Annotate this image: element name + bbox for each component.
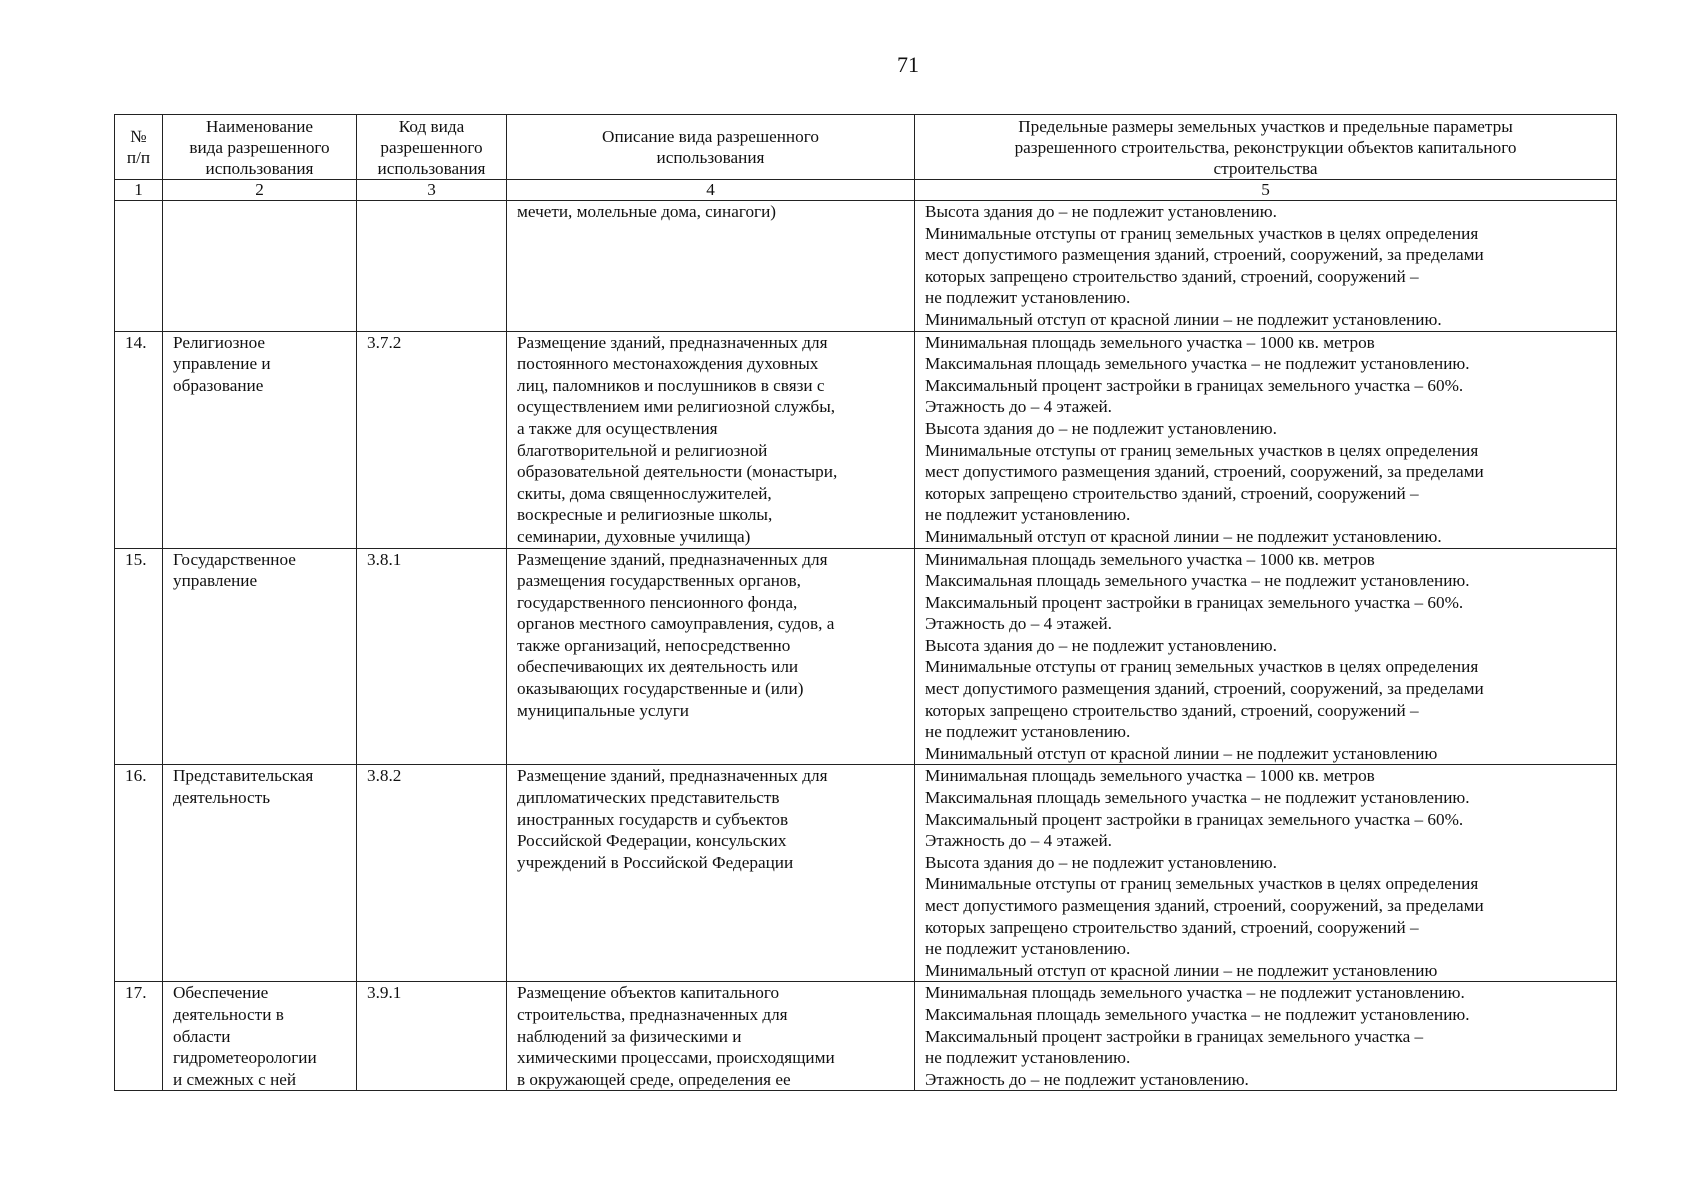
column-number-row	[115, 180, 1617, 201]
text-line: деятельность	[173, 788, 271, 808]
use-description-cell	[507, 982, 915, 1091]
text-line: которых запрещено строительство зданий, строений, сооружений –	[925, 266, 1419, 286]
use-code-cell: 3.8.1	[357, 548, 507, 765]
text-line: Этажность до – 4 этажей.	[925, 397, 1112, 417]
text-line: Максимальная площадь земельного участка – не подлежит установлению.	[925, 1004, 1470, 1024]
text-line: Максимальная площадь земельного участка – не подлежит установлению.	[925, 571, 1470, 591]
text-line: Высота здания до – не подлежит установлению.	[925, 202, 1277, 221]
text-line: Максимальный процент застройки в границах земельного участка –	[925, 1026, 1424, 1046]
row-number-cell: 14.	[115, 331, 163, 548]
text-line: Минимальные отступы от границ земельных участков в целях определения	[925, 440, 1479, 460]
column-number: 3	[357, 180, 507, 201]
table-row	[115, 548, 1617, 765]
limit-params-cell	[915, 765, 1617, 982]
text-line: не подлежит установлению.	[925, 1048, 1131, 1068]
text-line: лиц, паломников и послушников в связи с	[517, 375, 825, 395]
header-number: № п/п	[115, 115, 163, 180]
table-row	[115, 765, 1617, 982]
text-line: управление	[173, 571, 258, 591]
text-line: в окружающей среде, определения ее	[517, 1069, 791, 1089]
text-line: Представительская	[173, 766, 314, 786]
use-code-cell: 3.8.2	[357, 765, 507, 982]
text-line: Размещение зданий, предназначенных для	[517, 766, 828, 786]
text-line: осуществлением ими религиозной службы,	[517, 397, 836, 417]
use-name-cell	[163, 548, 357, 765]
text-line: Минимальная площадь земельного участка – 1000 кв. метров	[925, 332, 1375, 352]
text-line: а также для осуществления	[517, 418, 718, 438]
text-line: деятельности в	[173, 1004, 284, 1024]
use-description-cell	[507, 331, 915, 548]
text-line: оказывающих государственные и (или)	[517, 679, 804, 699]
limit-params-cell	[915, 331, 1617, 548]
text-line: постоянного местонахождения духовных	[517, 354, 819, 374]
use-description-cell	[507, 765, 915, 982]
regulations-table	[114, 114, 1617, 1091]
text-line: которых запрещено строительство зданий, строений, сооружений –	[925, 483, 1419, 503]
text-line: области	[173, 1026, 231, 1046]
text-line: Этажность до – 4 этажей.	[925, 614, 1112, 634]
text-line: Максимальный процент застройки в границах земельного участка – 60%.	[925, 375, 1464, 395]
text-line: иностранных государств и субъектов	[517, 809, 789, 829]
text-line: не подлежит установлению.	[925, 722, 1131, 742]
row-number-cell: 16.	[115, 765, 163, 982]
text-line: Минимальная площадь земельного участка – 1000 кв. метров	[925, 549, 1375, 569]
header-use-code: Код вида разрешенного использования	[357, 115, 507, 180]
text-line: мечети, молельные дома, синагоги)	[517, 202, 777, 221]
text-line: Минимальные отступы от границ земельных участков в целях определения	[925, 223, 1479, 243]
text-line: мест допустимого размещения зданий, строений, сооружений, за пределами	[925, 679, 1484, 699]
text-line: Минимальный отступ от красной линии – не подлежит установлению	[925, 960, 1438, 980]
text-line: семинарии, духовные училища)	[517, 526, 751, 546]
use-name-cell	[163, 765, 357, 982]
text-line: Минимальные отступы от границ земельных участков в целях определения	[925, 874, 1479, 894]
text-line: Максимальный процент застройки в границах земельного участка – 60%.	[925, 592, 1464, 612]
text-line: Минимальный отступ от красной линии – не подлежит установлению.	[925, 526, 1442, 546]
limit-params-cell	[915, 982, 1617, 1091]
use-name-cell	[163, 331, 357, 548]
text-line: образование	[173, 375, 264, 395]
text-line: муниципальные услуги	[517, 700, 689, 720]
text-line: управление и	[173, 354, 271, 374]
use-code-cell: 3.7.2	[357, 331, 507, 548]
text-line: мест допустимого размещения зданий, строений, сооружений, за пределами	[925, 462, 1484, 482]
page-number: 71	[897, 52, 919, 77]
use-description-cell	[507, 548, 915, 765]
text-line: мест допустимого размещения зданий, строений, сооружений, за пределами	[925, 245, 1484, 265]
text-line: скиты, дома священнослужителей,	[517, 483, 772, 503]
table-row	[115, 331, 1617, 548]
text-line: Обеспечение	[173, 983, 269, 1003]
text-line: органов местного самоуправления, судов, а	[517, 614, 835, 634]
text-line: образовательной деятельности (монастыри,	[517, 462, 838, 482]
text-line: Максимальная площадь земельного участка – не подлежит установлению.	[925, 354, 1470, 374]
table-body	[115, 201, 1617, 1091]
text-line: Религиозное	[173, 332, 265, 352]
text-line: Высота здания до – не подлежит установлению.	[925, 418, 1277, 438]
text-line: не подлежит установлению.	[925, 505, 1131, 525]
text-line: Минимальная площадь земельного участка – 1000 кв. метров	[925, 766, 1375, 786]
text-line: Минимальный отступ от красной линии – не подлежит установлению	[925, 743, 1438, 763]
text-line: Размещение объектов капитального	[517, 983, 780, 1003]
text-line: Минимальная площадь земельного участка – не подлежит установлению.	[925, 983, 1465, 1003]
text-line: Этажность до – не подлежит установлению.	[925, 1069, 1249, 1089]
text-line: Высота здания до – не подлежит установлению.	[925, 635, 1277, 655]
text-line: и смежных с ней	[173, 1069, 297, 1089]
use-description-cell	[507, 201, 915, 332]
row-number-cell	[115, 201, 163, 332]
use-name-cell	[163, 982, 357, 1091]
text-line: химическими процессами, происходящими	[517, 1048, 835, 1068]
text-line: строительства, предназначенных для	[517, 1004, 788, 1024]
text-line: дипломатических представительств	[517, 788, 780, 808]
header-use-name: Наименование вида разрешенного использования	[163, 115, 357, 180]
use-code-cell: 3.9.1	[357, 982, 507, 1091]
text-line: обеспечивающих их деятельность или	[517, 657, 799, 677]
text-line: Размещение зданий, предназначенных для	[517, 332, 828, 352]
table-row	[115, 201, 1617, 332]
text-line: не подлежит установлению.	[925, 939, 1131, 959]
text-line: Размещение зданий, предназначенных для	[517, 549, 828, 569]
column-number: 2	[163, 180, 357, 201]
use-code-cell	[357, 201, 507, 332]
header-use-description: Описание вида разрешенного использования	[507, 115, 915, 180]
text-line: наблюдений за физическими и	[517, 1026, 742, 1046]
table-row	[115, 982, 1617, 1091]
row-number-cell: 17.	[115, 982, 163, 1091]
column-number: 1	[115, 180, 163, 201]
text-line: Российской Федерации, консульских	[517, 831, 787, 851]
text-line: размещения государственных органов,	[517, 571, 801, 591]
text-line: благотворительной и религиозной	[517, 440, 768, 460]
text-line: государственного пенсионного фонда,	[517, 592, 798, 612]
text-line: Минимальные отступы от границ земельных участков в целях определения	[925, 657, 1479, 677]
header-limit-params: Предельные размеры земельных участков и предельные параметры разрешенного строительства, реконструкции объектов капитального строительства	[915, 115, 1617, 180]
limit-params-cell	[915, 548, 1617, 765]
text-line: Государственное	[173, 549, 296, 569]
limit-params-cell	[915, 201, 1617, 332]
text-line: воскресные и религиозные школы,	[517, 505, 773, 525]
row-number-cell: 15.	[115, 548, 163, 765]
text-line: Высота здания до – не подлежит установлению.	[925, 852, 1277, 872]
text-line: также организаций, непосредственно	[517, 635, 791, 655]
use-name-cell	[163, 201, 357, 332]
text-line: Максимальный процент застройки в границах земельного участка – 60%.	[925, 809, 1464, 829]
text-line: мест допустимого размещения зданий, строений, сооружений, за пределами	[925, 896, 1484, 915]
table-header-row	[115, 115, 1617, 180]
text-line: которых запрещено строительство зданий, строений, сооружений –	[925, 917, 1419, 937]
text-line: которых запрещено строительство зданий, строений, сооружений –	[925, 700, 1419, 720]
text-line: Максимальная площадь земельного участка – не подлежит установлению.	[925, 788, 1470, 808]
text-line: Этажность до – 4 этажей.	[925, 831, 1112, 851]
text-line: учреждений в Российской Федерации	[517, 852, 794, 872]
text-line: Минимальный отступ от красной линии – не подлежит установлению.	[925, 309, 1442, 329]
text-line: не подлежит установлению.	[925, 288, 1131, 308]
column-number: 4	[507, 180, 915, 201]
column-number: 5	[915, 180, 1617, 201]
text-line: гидрометеорологии	[173, 1048, 317, 1068]
